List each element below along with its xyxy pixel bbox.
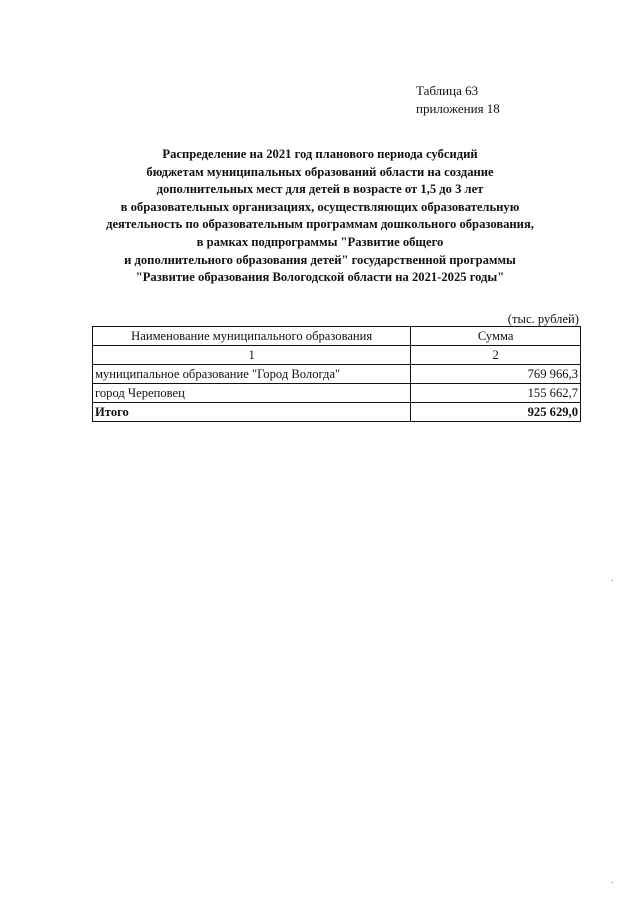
- title-line: дополнительных мест для детей в возрасте от 1,5 до 3 лет: [156, 182, 484, 197]
- municipality-name: город Череповец: [93, 384, 411, 403]
- scan-mark: ·: [610, 878, 614, 889]
- subsidy-table: [92, 326, 581, 422]
- column-number-row: [93, 346, 581, 365]
- title-line: в образовательных организациях, осуществляющих образовательную: [120, 199, 520, 214]
- table-reference: [416, 82, 500, 118]
- title-line: деятельность по образовательным программам дошкольного образования,: [106, 217, 534, 232]
- title-line: Распределение на 2021 год планового периода субсидий: [162, 147, 478, 161]
- scan-mark: ·: [610, 576, 614, 587]
- table-number: Таблица 63: [416, 83, 479, 98]
- total-amount: 925 629,0: [411, 403, 581, 422]
- header-municipality: Наименование муниципального образования: [93, 327, 411, 346]
- total-row: [93, 403, 581, 422]
- header-amount: Сумма: [411, 327, 581, 346]
- units-label: (тыс. рублей): [507, 312, 579, 326]
- municipality-name: муниципальное образование "Город Вологда": [93, 365, 411, 384]
- table-row: [93, 384, 581, 403]
- column-number-2: 2: [411, 346, 581, 365]
- appendix-number: приложения 18: [416, 101, 500, 116]
- title-line: в рамках подпрограммы "Развитие общего: [196, 234, 444, 249]
- total-label: Итого: [93, 403, 411, 422]
- amount-value: 155 662,7: [411, 384, 581, 403]
- table-header-row: [93, 327, 581, 346]
- column-number-1: 1: [93, 346, 411, 365]
- amount-value: 769 966,3: [411, 365, 581, 384]
- title-line: "Развитие образования Вологодской области на 2021-2025 годы": [135, 270, 505, 285]
- table-row: [93, 365, 581, 384]
- title-line: и дополнительного образования детей" государственной программы: [124, 252, 516, 267]
- document-title: [70, 146, 570, 287]
- title-line: бюджетам муниципальных образований области на создание: [146, 164, 494, 179]
